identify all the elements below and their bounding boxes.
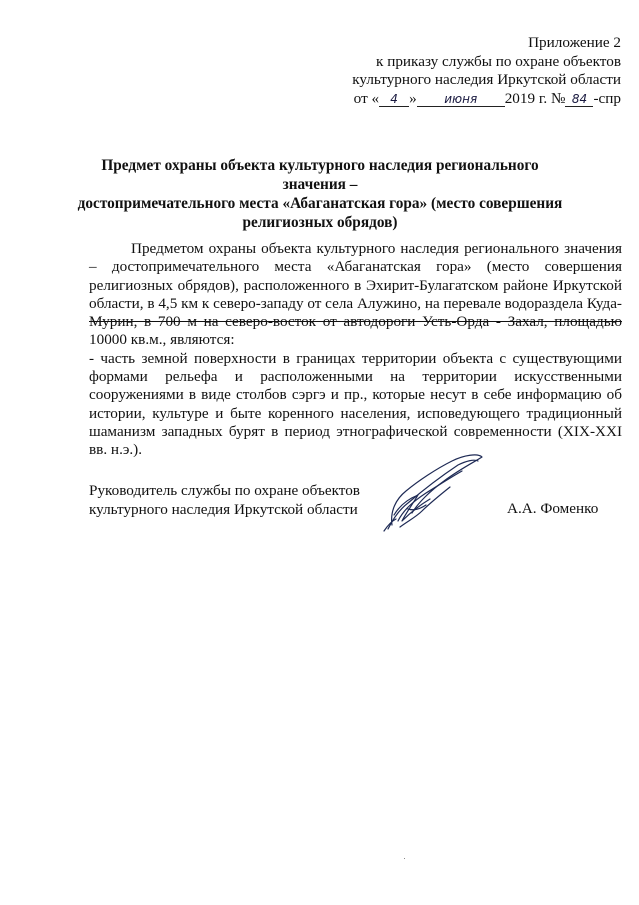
handwritten-signature xyxy=(378,451,488,533)
paragraph-1-ending: 10000 кв.м., являются: xyxy=(89,331,235,349)
document-body xyxy=(89,240,622,460)
title-line-3: религиозных обрядов) xyxy=(242,214,398,231)
order-reference-line: к приказу службы по охране объектов xyxy=(376,52,621,70)
document-title xyxy=(70,156,570,232)
scan-speck xyxy=(404,858,405,859)
body-paragraph-1 xyxy=(89,240,622,350)
order-suffix: -спр xyxy=(593,89,621,107)
handwritten-month: июня xyxy=(417,92,505,107)
year-and-number-label: 2019 г. № xyxy=(504,89,566,107)
struck-through-text: Мурин, в 700 м на северо-восток от автодороги Усть-Орда - Захал, площадью xyxy=(89,313,622,331)
title-line-2: достопримечательного места «Абаганатская гора» (место совершения xyxy=(77,195,563,212)
position-line-2: культурного наследия Иркутской области xyxy=(89,501,358,518)
paragraph-1-text: Предметом охраны объекта культурного наследия регионального значения – достопримечательного места «Абаганатская гора» (место совершения религиозных обрядов), расположенного в Эхирит-Булагатском районе Иркутской области, в 4,5 км к северо-западу от села Алужино, на перевале водораздела Куда- xyxy=(89,240,622,312)
signatory-name: А.А. Фоменко xyxy=(507,500,599,517)
title-line-1: Предмет охраны объекта культурного наследия регионального значения – xyxy=(101,157,539,193)
handwritten-order-number: 84 xyxy=(565,92,593,107)
date-prefix: от « xyxy=(353,89,380,107)
position-line-1: Руководитель службы по охране объектов xyxy=(89,482,360,499)
issuing-authority-line: культурного наследия Иркутской области xyxy=(352,71,621,88)
appendix-header xyxy=(352,34,621,108)
handwritten-day: 4 xyxy=(379,92,409,107)
body-paragraph-2: - часть земной поверхности в границах территории объекта с существующими формами рельефа и расположенными на территории искусственными сооружениями в виде столбов сэргэ и пр., которые несут в себе информацию об истории, культуре и быте коренного населения, исповедующего традиционный шаманизм западных бурят в период этнографической современности (XIX-XXI вв. н.э.). xyxy=(89,349,622,459)
date-mid: » xyxy=(409,89,417,107)
appendix-number: Приложение 2 xyxy=(528,34,621,51)
order-date-line xyxy=(352,90,621,109)
signatory-position xyxy=(89,481,360,519)
